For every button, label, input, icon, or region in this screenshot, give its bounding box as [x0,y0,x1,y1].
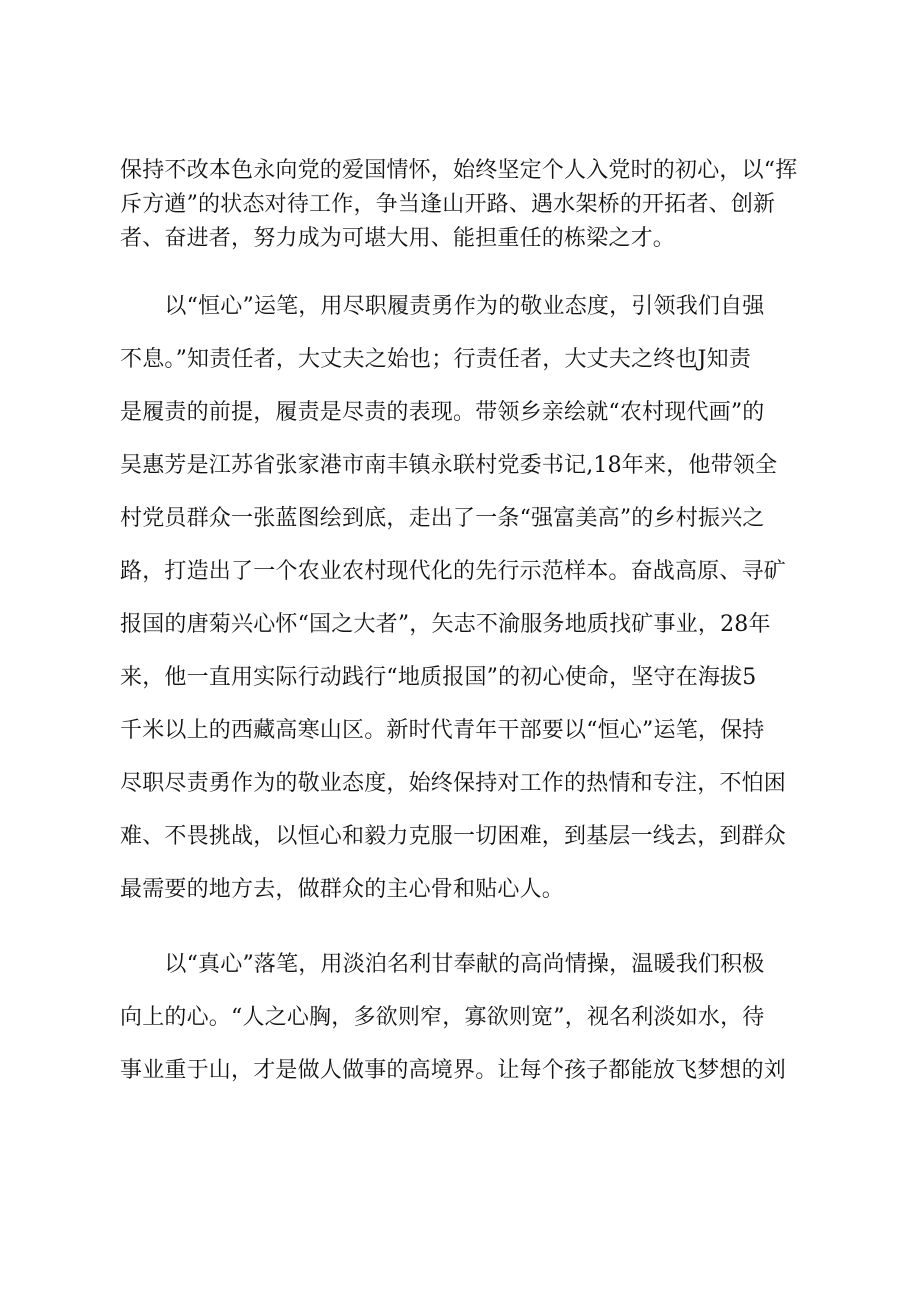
text-line: 是履责的前提，履责是尽责的表现。带领乡亲绘就“农村现代画”的 [120,400,765,425]
text-line: 向上的心。“人之心胸，多欲则窄，寡欲则宽”，视名利淡如水，待 [120,1005,765,1030]
text-line: 来，他一直用实际行动践行“地质报国”的初心使命，坚守在海拔5 [120,665,757,690]
paragraph-1 [120,154,822,256]
text-line: 尽职尽责勇作为的敬业态度，始终保持对工作的热情和专注，不怕困 [120,771,787,796]
text-line: 保持不改本色永向党的爱国情怀，始终坚定个人入党时的初心，以“挥 [120,158,798,183]
text-line: 难、不畏挑战，以恒心和毅力克服一切困难，到基层一线去，到群众 [120,824,787,849]
text-line: 最需要的地方去，做群众的主心骨和贴心人。 [120,877,565,902]
paragraph-3 [120,938,822,1097]
text-line: 以“真心”落笔，用淡泊名利甘奉献的高尚情操，温暖我们积极 [120,952,765,977]
text-line: 路，打造出了一个农业农村现代化的先行示范样本。奋战高原、寻矿 [120,559,787,584]
text-line: 村党员群众一张蓝图绘到底，走出了一条“强富美高”的乡村振兴之 [120,506,765,531]
text-line: 报国的唐菊兴心怀“国之大者”，矢志不渝服务地质找矿事业，28年 [120,612,771,637]
text-line: 者、奋进者，努力成为可堪大用、能担重任的栋梁之才。 [120,226,676,251]
text-line: 事业重于山，才是做人做事的高境界。让每个孩子都能放飞梦想的刘 [120,1058,787,1083]
text-line: 不息。”知责任者，大丈夫之始也；行责任者，大丈夫之终也J知责 [120,347,752,372]
paragraph-2 [120,280,822,916]
text-line: 以“恒心”运笔，用尽职履责勇作为的敬业态度，引领我们自强 [120,294,765,319]
text-line: 吴惠芳是江苏省张家港市南丰镇永联村党委书记,18年来，他带领全 [120,453,778,478]
text-line: 斥方遒”的状态对待工作，争当逢山开路、遇水架桥的开拓者、创新 [120,192,776,217]
text-line: 千米以上的西藏高寒山区。新时代青年干部要以“恒心”运笔，保持 [120,718,765,743]
